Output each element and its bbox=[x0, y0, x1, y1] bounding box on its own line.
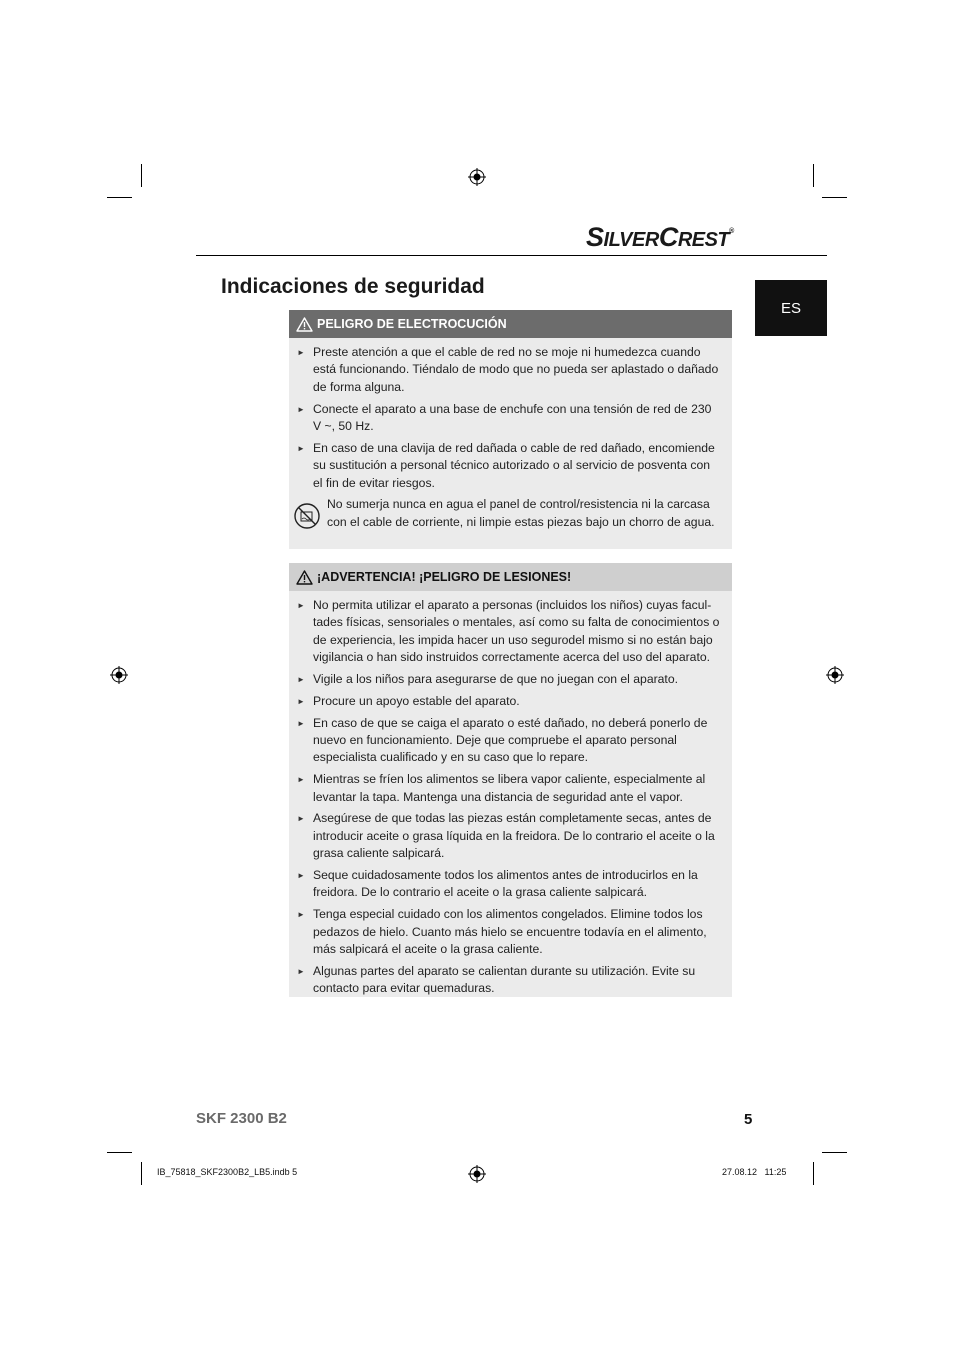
registration-mark-icon bbox=[468, 1165, 486, 1183]
arrow-bullet-icon: ► bbox=[297, 814, 305, 824]
crop-mark bbox=[141, 1162, 142, 1185]
list-item-text: Mientras se fríen los alimentos se libera vapor caliente, especialmente al levantar la tapa. Mantenga una distancia de seguridad ante el vapor. bbox=[313, 772, 706, 804]
print-slug-file: IB_75818_SKF2300B2_LB5.indb 5 bbox=[157, 1167, 298, 1177]
injury-heading-text: ¡ADVERTENCIA! ¡PELIGRO DE LESIONES! bbox=[317, 570, 572, 584]
injury-heading bbox=[289, 563, 732, 591]
list-item bbox=[297, 810, 722, 862]
list-item bbox=[297, 715, 722, 767]
crop-mark bbox=[813, 164, 814, 187]
logo-letter: S bbox=[586, 222, 604, 252]
list-item bbox=[297, 671, 722, 688]
electrocution-list bbox=[289, 338, 732, 492]
injury-list bbox=[289, 591, 732, 998]
list-item-text: Preste atención a que el cable de red no se moje ni humedezca cuando está funcionando. Tiéndalo de modo que no pueda ser aplastado o dañado de forma alguna. bbox=[313, 345, 719, 394]
list-item-text: Vigile a los niños para asegurarse de que no juegan con el aparato. bbox=[313, 672, 678, 687]
arrow-bullet-icon: ► bbox=[297, 871, 305, 881]
arrow-bullet-icon: ► bbox=[297, 775, 305, 785]
list-item-text: Tenga especial cuidado con los alimentos congelados. Elimine todos los pedazos de hielo. Cuanto más hielo se encuentre todavía en el alimento, más salpicará el aceite o la grasa caliente. bbox=[313, 907, 707, 957]
arrow-bullet-icon: ► bbox=[297, 966, 305, 976]
crop-mark bbox=[107, 197, 132, 198]
arrow-bullet-icon: ► bbox=[297, 443, 305, 453]
list-item bbox=[297, 401, 722, 436]
list-item bbox=[297, 693, 722, 710]
electrocution-warning-box bbox=[289, 310, 732, 549]
crop-mark bbox=[107, 1152, 132, 1153]
electrocution-heading bbox=[289, 310, 732, 338]
registration-mark-icon bbox=[468, 168, 486, 186]
list-item bbox=[297, 963, 722, 998]
logo-letters: REST bbox=[677, 229, 730, 251]
print-slug-datetime: 27.08.12 11:25 bbox=[722, 1167, 787, 1177]
arrow-bullet-icon: ► bbox=[297, 696, 305, 706]
header-rule bbox=[196, 255, 827, 256]
logo-letters: ILVER bbox=[603, 229, 659, 251]
crop-mark bbox=[141, 164, 142, 187]
registration-mark-icon bbox=[110, 666, 128, 684]
no-water-immersion-icon bbox=[293, 502, 321, 530]
warning-triangle-icon bbox=[296, 570, 313, 585]
list-item bbox=[297, 867, 722, 902]
injury-warning-box bbox=[289, 563, 732, 997]
page-number: 5 bbox=[744, 1111, 753, 1128]
list-item bbox=[297, 771, 722, 806]
arrow-bullet-icon: ► bbox=[297, 718, 305, 728]
no-water-note bbox=[289, 496, 732, 531]
list-item-text: Asegúrese de que todas las piezas están completamente secas, antes de introducir aceite o grasa líquida en la freidora. De lo contrario el aceite o la grasa caliente salpicará. bbox=[313, 811, 715, 861]
list-item-text: Procure un apoyo estable del aparato. bbox=[313, 693, 520, 708]
language-tab: ES bbox=[755, 280, 827, 336]
list-item bbox=[297, 344, 722, 396]
footer-model: SKF 2300 B2 bbox=[196, 1110, 287, 1127]
arrow-bullet-icon: ► bbox=[297, 404, 305, 414]
warning-triangle-icon bbox=[296, 317, 313, 332]
crop-mark bbox=[822, 197, 847, 198]
arrow-bullet-icon: ► bbox=[297, 910, 305, 920]
logo-letter: C bbox=[658, 222, 678, 252]
page-title: Indicaciones de seguridad bbox=[221, 275, 485, 298]
arrow-bullet-icon: ► bbox=[297, 675, 305, 685]
list-item bbox=[297, 597, 722, 667]
brand-logo bbox=[586, 222, 751, 250]
list-item-text: Conecte el aparato a una base de enchufe con una tensión de red de 230 V ~, 50 Hz. bbox=[313, 401, 712, 434]
list-item-text: En caso de una clavija de red dañada o cable de red dañado, encomiende su sustitución a personal técnico autorizado o al servicio de posventa con el fin de evitar riesgos. bbox=[313, 440, 715, 490]
crop-mark bbox=[822, 1152, 847, 1153]
electrocution-heading-text: PELIGRO DE ELECTROCUCIÓN bbox=[317, 317, 507, 331]
list-item bbox=[297, 440, 722, 492]
list-item-text: En caso de que se caiga el aparato o esté dañado, no deberá ponerlo de nuevo en funcionamiento. Deje que compruebe el aparato personal especialista cualificado y en su caso que lo repare. bbox=[313, 715, 708, 765]
arrow-bullet-icon: ► bbox=[297, 601, 305, 610]
no-water-note-text: No sumerja nunca en agua el panel de control/resistencia ni la carcasa con el cable de corriente, ni limpie estas piezas bajo un chorro de agua. bbox=[327, 497, 715, 529]
arrow-bullet-icon: ► bbox=[297, 348, 305, 357]
list-item-text: Seque cuidadosamente todos los alimentos antes de introducirlos en la freidora. De lo contrario el aceite o la grasa caliente salpicará. bbox=[313, 868, 698, 900]
list-item bbox=[297, 906, 722, 958]
crop-mark bbox=[813, 1162, 814, 1185]
registration-mark-icon bbox=[826, 666, 844, 684]
list-item-text: No permita utilizar el aparato a personas (incluidos los niños) cuyas facul-tades físicas, sensoriales o mentales, así como su falta de conocimientos o de experiencia, les impida hacer un uso segurodel mismo si no están bajo vigilancia o han sido instruidos correctamente acerca del uso del aparato. bbox=[313, 598, 720, 665]
registered-mark: ® bbox=[729, 228, 734, 235]
list-item-text: Algunas partes del aparato se calientan durante su utilización. Evite su contacto para evitar quemaduras. bbox=[313, 963, 696, 996]
